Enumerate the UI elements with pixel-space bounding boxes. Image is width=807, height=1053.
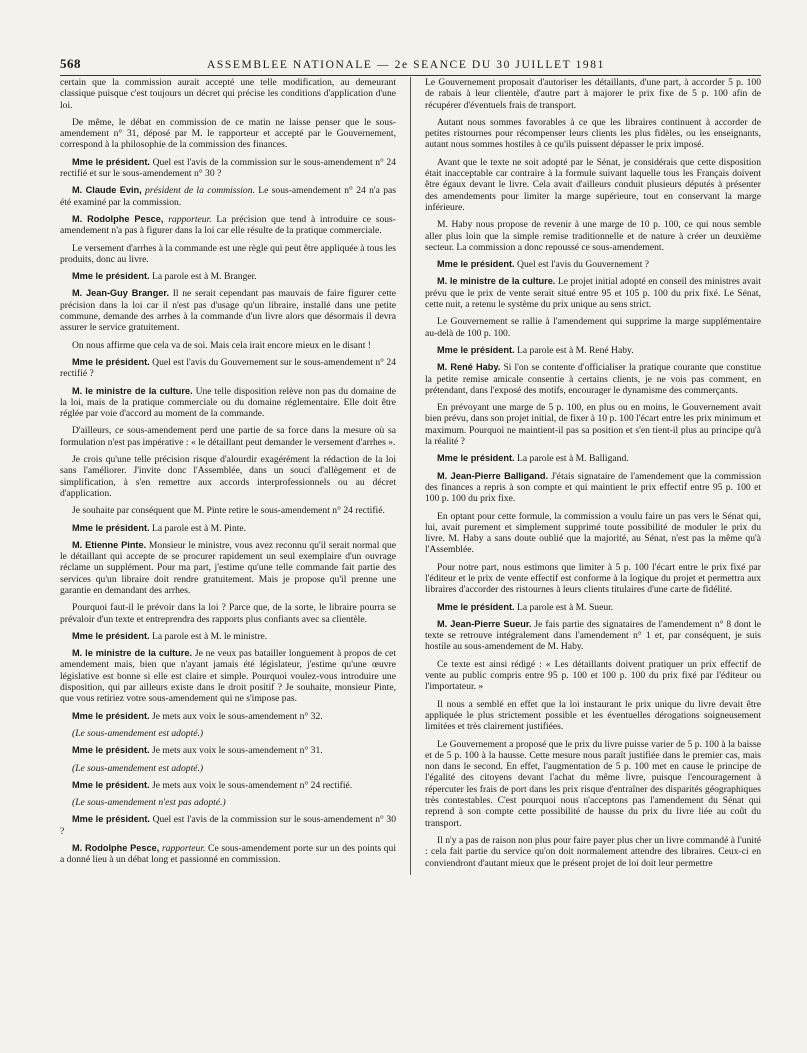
paragraph	[425, 619, 761, 653]
paragraph-text: Je mets aux voix le sous-amendement n° 32.	[152, 710, 323, 722]
paragraph	[425, 699, 761, 733]
paragraph-text: De même, le débat en commission de ce matin ne laisse penser que le sous-amendement n° 31, déposé par M. le rapporteur et accepté par le Gouvernement, correspond à la philosophie de la commission des finances.	[60, 116, 396, 151]
paragraph	[60, 814, 396, 837]
speaker-role: rapporteur.	[161, 843, 206, 855]
paragraph-text: Quel est l'avis de la commission sur le sous-amendement n° 30 ?	[60, 814, 396, 837]
header-rule	[60, 75, 761, 76]
paragraph-text: La parole est à M. Pinte.	[152, 522, 247, 534]
paragraph-text: Autant nous sommes favorables à ce que les libraires continuent à accorder de petites ristournes pour récompenser leurs clients les plus fidèles, ou les enseignants, autant nous sommes hostiles à ce qu'ils puissent dépasser le prix imposé.	[425, 116, 761, 151]
paragraph	[425, 739, 761, 829]
paragraph-text: Avant que le texte ne soit adopté par le Sénat, je considérais que cette disposition était inacceptable car contraire à la formule suivant laquelle tous les Français doivent être égaux devant le livre. Cela avait d'ailleurs conduit plusieurs députés à présenter des amendements pour limiter la marge supérieure, tout en conservant la marge inférieure.	[425, 156, 761, 213]
paragraph-text: Le projet initial adopté en conseil des ministres avait prévu que le prix de vente serait situé entre 95 et 105 p. 100 du prix fixé. Le Sénat, cette nuit, a retenu le système du prix unique au sens strict.	[425, 276, 761, 311]
paragraph	[425, 562, 761, 596]
speaker-name: M. le ministre de la culture.	[72, 648, 193, 659]
speaker-name: M. le ministre de la culture.	[437, 276, 556, 287]
paragraph	[60, 631, 396, 642]
paragraph	[60, 843, 396, 866]
paragraph	[425, 345, 761, 356]
paragraph-text: La parole est à M. Branger.	[152, 271, 257, 283]
paragraph	[425, 453, 761, 464]
paragraph-text: Je mets aux voix le sous-amendement n° 24 rectifié.	[152, 779, 353, 791]
speaker-name: Mme le président.	[437, 259, 515, 270]
paragraph	[425, 362, 761, 396]
paragraph-text: Une telle disposition relève non pas du domaine de la loi, mais de la pratique commerciale ou du domaine réglementaire. Elle doit être réglée par voie d'accord au moment de la commande.	[60, 385, 396, 420]
paragraph	[60, 386, 396, 420]
paragraph	[425, 659, 761, 693]
paragraph	[60, 780, 396, 791]
speaker-name: M. Etienne Pinte.	[72, 539, 147, 550]
paragraph-text: Pourquoi faut-il le prévoir dans la loi ? Parce que, de la sorte, le libraire pourra se prévaloir d'un texte et entreprendra des rapports plus confiants avec sa clientèle.	[60, 602, 396, 625]
paragraph-text: Je crois qu'une telle précision risque d'alourdir exagérément la rédaction de la loi sans l'améliorer. J'invite donc l'Assemblée, dans un souci d'allègement et de simplification, à s'en remettre aux accords interprofessionnels ou au décret d'application.	[60, 454, 396, 499]
speaker-name: M. Jean-Pierre Balligand.	[437, 470, 549, 481]
paragraph	[60, 271, 396, 282]
paragraph-text: La parole est à M. Sueur.	[517, 601, 614, 613]
paragraph	[60, 425, 396, 448]
paragraph	[425, 276, 761, 310]
paragraph	[60, 745, 396, 756]
paragraph-text: Le versement d'arrhes à la commande est une règle qui peut être appliquée à tous les produits, donc au livre.	[60, 242, 396, 265]
paragraph-text: La parole est à M. René Haby.	[517, 344, 634, 356]
paragraph	[425, 402, 761, 447]
paragraph-text: Quel est l'avis du Gouvernement ?	[517, 259, 650, 271]
paragraph	[60, 185, 396, 208]
paragraph-text: On nous affirme que cela va de soi. Mais cela irait encore mieux en le disant !	[72, 339, 371, 351]
paragraph	[60, 288, 396, 333]
left-column	[60, 77, 396, 875]
speaker-name: Mme le président.	[72, 271, 150, 282]
vote-result-note: (Le sous-amendement n'est pas adopté.)	[72, 797, 226, 809]
paragraph	[60, 602, 396, 625]
paragraph	[425, 602, 761, 613]
speaker-name: Mme le président.	[437, 344, 515, 355]
paragraph-text: certain que la commission aurait accepté une telle modification, au demeurant classique puisque c'est toujours un décret qui précise les conditions d'application d'une loi.	[60, 77, 396, 111]
paragraph	[60, 157, 396, 180]
paragraph	[60, 243, 396, 266]
column-divider	[410, 77, 411, 875]
paragraph-text: La parole est à M. Balligand.	[517, 453, 629, 465]
paragraph-text: En prévoyant une marge de 5 p. 100, en plus ou en moins, le Gouvernement avait bien prévu, dans son projet initial, de fixer à 10 p. 100 l'écart entre les prix minimum et maximum. Pourquoi ne maintient-il pas sa position et s'en tient-il plus au principe qu'à la réalité ?	[425, 402, 761, 448]
right-column	[425, 77, 761, 875]
speaker-name: Mme le président.	[72, 745, 150, 756]
speaker-name: M. le ministre de la culture.	[72, 385, 193, 396]
speaker-name: Mme le président.	[72, 710, 150, 721]
paragraph	[425, 511, 761, 556]
paragraph-text: Monsieur le ministre, vous avez reconnu qu'il serait normal que le détaillant qui accepte de se procurer rapidement un seul exemplaire d'un ouvrage réclame un supplément. Pour ma part, j'estime qu'une telle commande fait partie des services qu'un libraire doit rendre gratuitement. Mais je propose qu'il prenne une garantie en demandant des arrhes.	[60, 539, 396, 596]
paragraph	[60, 214, 396, 237]
paragraph-text: Il ne serait cependant pas mauvais de faire figurer cette précision dans la loi car il n'est pas d'usage qu'un libraire, installé dans une petite commune, demande des arrhes à la commande d'un livre alors que désormais il devra assurer le service gratuitement.	[60, 288, 396, 334]
paragraph-text: Pour notre part, nous estimons que limiter à 5 p. 100 l'écart entre le prix fixé par l'éditeur et le prix de vente effectif est conforme à la logique du projet et permettra aux libraires d'accorder des ristournes à leurs clients titulaires d'une carte de fidélité.	[425, 561, 761, 596]
speaker-name: Mme le président.	[437, 601, 515, 612]
paragraph-text: Il n'y a pas de raison non plus pour faire payer plus cher un livre commandé à l'unité : cela fait partie du service qu'on doit normalement attendre des libraires. Ceux-ci en conviendront d'autant mieux que le présent projet de loi doit leur permettre	[425, 834, 761, 869]
paragraph	[425, 117, 761, 151]
paragraph	[425, 77, 761, 111]
paragraph	[60, 540, 396, 596]
paragraph-text: Le Gouvernement a proposé que le prix du livre puisse varier de 5 p. 100 à la baisse et de 5 p. 100 à la hausse. Cette mesure nous paraît justifiée dans le premier cas, mais non dans le second. En effet, l'augmentation de 5 p. 100 met en cause le principe de l'égalité des citoyens devant l'achat du même livre, puisque l'encouragement à répercuter les frais de port dans les prix risque d'entraîner des disparités géographiques très contestables. C'est pourquoi nous n'acceptons pas l'amendement du Sénat qui reprend à son compte cette possibilité de hausse du prix du livre liée au coût du transport.	[425, 738, 761, 829]
speaker-name: Mme le président.	[72, 630, 150, 641]
speaker-name: M. Jean-Pierre Sueur.	[437, 618, 532, 629]
paragraph	[60, 117, 396, 151]
paragraph	[60, 505, 396, 516]
paragraph-text: Il nous a semblé en effet que la loi instaurant le prix unique du livre devait être appliquée le plus strictement possible et les éventuelles dérogations soigneusement limitées et très clairement justifiées.	[425, 698, 761, 733]
paragraph	[60, 523, 396, 534]
paragraph	[60, 648, 396, 704]
speaker-name: Mme le président.	[72, 779, 150, 790]
paragraph-text: M. Haby nous propose de revenir à une marge de 10 p. 100, ce qui nous semble aller plus loin que la simple remise traditionnelle et de nature à créer un deuxième secteur. La commission a donc repoussé ce sous-amendement.	[425, 219, 761, 253]
paragraph	[60, 454, 396, 499]
paragraph	[425, 316, 761, 339]
paragraph-text: Quel est l'avis de la commission sur le sous-amendement n° 24 rectifié et sur le sous-amendement n° 30 ?	[60, 156, 396, 180]
paragraph-text: Je souhaite par conséquent que M. Pinte retire le sous-amendement n° 24 rectifié.	[72, 505, 385, 517]
speaker-name: M. Jean-Guy Branger.	[72, 288, 170, 299]
speaker-name: M. René Haby.	[437, 362, 501, 373]
paragraph-text: Je fais partie des signataires de l'amendement n° 8 dont le texte se retrouve intégralement dans l'amendement n° 1 et, par conséquent, je suis hostile au sous-amendement de M. Haby.	[425, 618, 761, 653]
paragraph-text: Le Gouvernement proposait d'autoriser les détaillants, d'une part, à accorder 5 p. 100 de rabais à leur clientèle, d'autre part à majorer le prix fixe de 5 p. 100 afin de récupérer d'éventuels frais de transport.	[425, 77, 761, 111]
paragraph-text: J'étais signataire de l'amendement que la commission des finances a repris à son compte et qui maintient le prix effectif entre 95 p. 100 et 100 p. 100 du prix fixe.	[425, 470, 762, 505]
vote-result-note: (Le sous-amendement est adopté.)	[72, 762, 204, 774]
paragraph-text: La parole est à M. le ministre.	[152, 630, 268, 642]
speaker-role: président de la commission.	[145, 185, 255, 197]
paragraph	[425, 835, 761, 869]
paragraph-text: Je mets aux voix le sous-amendement n° 31.	[152, 745, 323, 757]
page-header	[60, 56, 761, 75]
speaker-name: Mme le président.	[437, 453, 515, 464]
text-columns	[60, 77, 761, 875]
page-title: ASSEMBLEE NATIONALE — 2e SEANCE DU 30 JUILLET 1981	[207, 59, 605, 71]
paragraph	[60, 340, 396, 351]
paragraph-text: Ce sous-amendement porte sur un des points qui a donné lieu à un débat long et passionné en commission.	[60, 843, 397, 866]
speaker-name: M. Claude Evin,	[72, 185, 142, 196]
paragraph-text: Je ne veux pas batailler longuement à propos de cet amendement mais, bien que n'ayant jamais été législateur, j'estime qu'une œuvre législative est bonne si elle est claire et simple. Pourquoi voulez-vous introduire une disposition, qui par ailleurs existe dans le droit positif ? Je souhaite, monsieur Pinte, que vous retiriez votre sous-amendement qui ne s'impose pas.	[60, 648, 397, 705]
paragraph	[425, 157, 761, 213]
speaker-name: Mme le président.	[72, 522, 150, 533]
vote-result-note: (Le sous-amendement est adopté.)	[72, 727, 204, 739]
paragraph-text: Ce texte est ainsi rédigé : « Les détaillants doivent pratiquer un prix effectif de vente au public compris entre 95 p. 100 et 100 p. 100 du prix fixé par l'éditeur ou l'importateur. »	[425, 658, 761, 693]
paragraph	[425, 471, 761, 505]
paragraph-text: En optant pour cette formule, la commission a voulu faire un pas vers le Sénat qui, lui, avait purement et simplement supprimé toute possibilité de moduler le prix du livre. M. Haby a sans doute oublié que la majorité, au Sénat, n'est pas la même qu'à l'Assemblée.	[425, 510, 761, 556]
paragraph-text: Le sous-amendement n° 24 n'a pas été examiné par la commission.	[60, 185, 396, 208]
paragraph-text: Quel est l'avis du Gouvernement sur le sous-amendement n° 24 rectifié ?	[60, 356, 396, 380]
speaker-name: M. Rodolphe Pesce,	[72, 843, 160, 854]
page-number: 568	[60, 56, 81, 71]
paragraph	[60, 357, 396, 380]
paragraph	[425, 219, 761, 253]
paragraph-text: Le Gouvernement se rallie à l'amendement qui supprime la marge supplémentaire au-delà de 100 p. 100.	[425, 316, 761, 339]
speaker-name: Mme le président.	[72, 814, 150, 825]
speaker-name: Mme le président.	[72, 356, 150, 367]
paragraph-text: Si l'on se contente d'officialiser la pratique courante que constitue la petite remise amicale consentie à certains clients, je ne vois pas comment, en prétendant, dans l'exposé des motifs, encourager le dynamisme des commerçants.	[425, 362, 761, 396]
speaker-name: Mme le président.	[72, 156, 150, 167]
paragraph	[60, 77, 396, 111]
paragraph	[60, 711, 396, 722]
speaker-name: M. Rodolphe Pesce,	[72, 213, 164, 224]
paragraph-text: D'ailleurs, ce sous-amendement perd une partie de sa force dans la mesure où sa formulation n'est pas impérative : « le détaillant peut demander le versement d'arrhes ».	[60, 425, 396, 448]
speaker-role: rapporteur.	[168, 213, 212, 225]
paragraph	[425, 259, 761, 270]
paragraph-text: La précision que tend à introduire ce sous-amendement n'a pas à figurer dans la loi car elle résulte de la pratique commerciale.	[60, 213, 396, 237]
